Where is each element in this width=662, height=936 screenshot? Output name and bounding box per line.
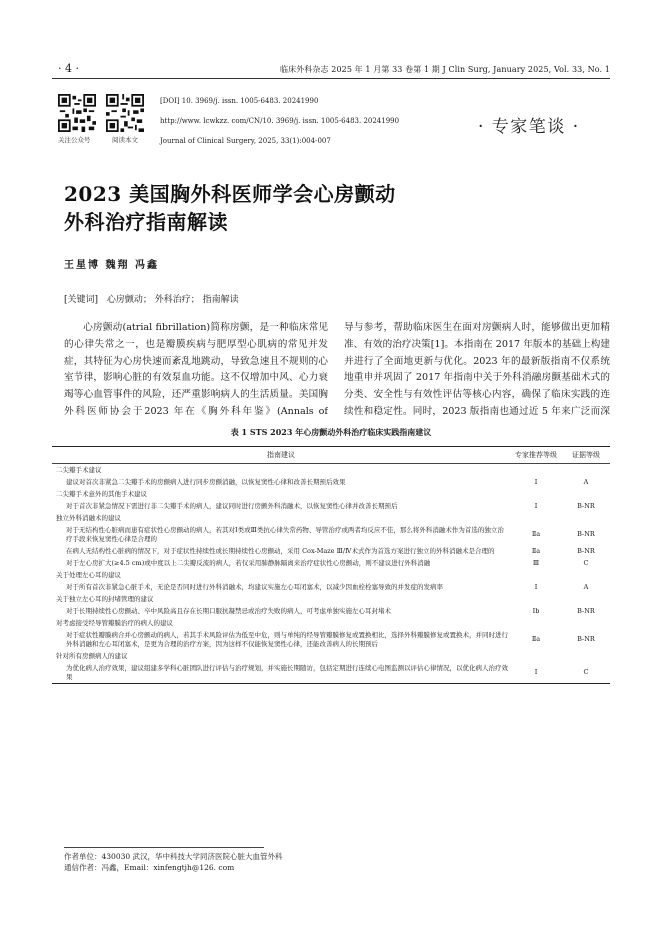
table-section-heading: 二尖瓣手术意外的其他手术建议	[56, 489, 147, 498]
recommendation-text: 对于无结构性心脏病而患有症状性心房颤动的病人，若其对Ⅰ类或Ⅲ类抗心律失常药物、导管治疗或两者均反应不佳，那么将外科消融术作为首选的独立治疗手段来恢复窦性心律是合理的	[66, 525, 504, 543]
footnote-rule	[64, 847, 264, 848]
running-head: 临床外科杂志 2025 年 1 月第 33 卷第 1 期 J Clin Surg, January 2025, Vol. 33, No. 1	[280, 65, 610, 74]
evidence-level: A	[583, 582, 589, 591]
recommendation-text: 对于左心房扩大(≥4.5 cm)或中度以上二尖瓣反流的病人，若仅采用肺静脉隔离来治疗症状性心房颤动，则不建议进行外科消融	[66, 558, 431, 567]
table-header-rec-level: 专家推荐等级	[510, 447, 562, 464]
recommendation-level: Ⅰ	[534, 477, 538, 486]
recommendation-text: 对于首次非紧急情况下需进行非二尖瓣手术的病人，建议同时进行房颤外科消融术，以恢复窦性心律并改善长期预后	[66, 501, 398, 510]
evidence-level: C	[562, 662, 610, 684]
evidence-level: B-NR	[577, 546, 595, 555]
table-header-evidence-level: 证据等级	[562, 447, 610, 464]
table-section-row	[52, 464, 610, 477]
article-url[interactable]: http://www. lcwkzz. com/CN/10. 3969/j. issn. 1005-6483. 20241990	[160, 117, 400, 125]
table-row	[52, 662, 610, 684]
evidence-level: B-NR	[577, 635, 595, 643]
citation: Journal of Clinical Surgery, 2025, 33(1):004-007	[160, 137, 331, 145]
table-row	[52, 581, 610, 593]
recommendation-level: Ⅰb	[532, 606, 540, 615]
article-qr-caption: 阅读本文	[112, 136, 138, 144]
article-qr-code	[106, 94, 144, 132]
evidence-level: A	[583, 477, 589, 486]
recommendation-level: Ⅰ	[510, 662, 562, 684]
authors: 王星博 魏翔 冯鑫	[64, 260, 159, 271]
table-row	[52, 500, 610, 512]
table-header-recommendation: 指南建议	[52, 447, 510, 464]
table-section-heading: 关于独立左心耳的封堵管理的建议	[56, 594, 154, 603]
table-row	[52, 476, 610, 488]
table-section-row	[52, 593, 610, 605]
table-row	[52, 629, 610, 650]
recommendation-level: Ⅱa	[531, 530, 541, 538]
recommendation-level: Ⅰ	[534, 582, 538, 591]
recommendation-text: 为优化病人治疗效果，建议组建多学科心脏团队进行评估与治疗规划，并实施长期随访，包括定期进行连续心电图监测以评估心律情况，以优化病人治疗效果	[52, 662, 510, 684]
table-section-heading: 二尖瓣手术建议	[56, 465, 102, 474]
recommendation-level: Ⅱa	[531, 635, 541, 643]
wechat-qr-caption: 关注公众号	[58, 136, 91, 144]
table-section-heading: 针对所有房颤病人的建议	[56, 651, 128, 660]
recommendation-text: 对于所有首次非紧急心脏手术，无论是否同时进行外科消融术，均建议实施左心耳闭塞术，以减少因血栓栓塞导致的并发症的发病率	[66, 582, 443, 591]
table-section-row	[52, 488, 610, 500]
evidence-level: B-NR	[577, 606, 595, 615]
table-section-row	[52, 569, 610, 581]
recommendation-text: 建议对首次非紧急二尖瓣手术的房颤病人进行同步房颤消融，以恢复窦性心律和改善长期预后效果	[66, 477, 346, 486]
table-section-heading: 独立外科消融术的建议	[56, 513, 121, 522]
table-section-row	[52, 617, 610, 629]
corresponding-author: 通信作者：冯鑫，Email：xinfengtjh@126. com	[64, 863, 235, 872]
footnote	[64, 851, 283, 873]
header-rule	[52, 78, 610, 79]
table-row	[52, 524, 610, 545]
keywords-text: 心房颤动； 外科治疗； 指南解读	[106, 295, 239, 305]
wechat-qr-code	[58, 94, 96, 132]
author-affiliation: 作者单位：430030 武汉，华中科技大学同济医院心脏大血管外科	[64, 852, 283, 861]
evidence-level: C	[583, 558, 589, 567]
table-section-row	[52, 650, 610, 662]
table-row	[52, 557, 610, 569]
column-tag: · 专家笔谈 ·	[478, 117, 580, 137]
article-title-line-2: 外科治疗指南解读	[64, 210, 228, 234]
recommendation-text: 对于症状性瓣膜病合并心房颤动的病人，若其手术风险评估为低至中危，则与单纯的经导管瓣膜修复或置换相比，选择外科瓣膜修复或置换术，并同时进行外科消融和左心耳闭塞术，是更为合理的治疗方案，因为这样不仅能恢复窦性心律，还能改善病人的长期预后	[66, 630, 508, 648]
table-section-heading: 对考虑接受经导管瓣膜治疗的病人的建议	[56, 618, 173, 627]
evidence-level: B-NR	[577, 530, 595, 538]
page-number: · 4 ·	[58, 62, 79, 75]
table-section-heading: 关于处理左心耳的建议	[56, 570, 121, 579]
table-caption: 表 1 STS 2023 年心房颤动外科治疗临床实践指南建议	[230, 427, 432, 437]
keywords-label: [关键词]	[64, 295, 99, 305]
evidence-level: B-NR	[577, 501, 595, 510]
recommendation-level: Ⅲ	[532, 558, 540, 567]
body-right-column: 导与参考，帮助临床医生在面对房颤病人时，能够做出更加精准、有效的治疗决策[1]。本指南在 2017 年版本的基础上构建并进行了全面地更新与优化。2023 年的最新版指南不仅系统地重申并巩固了 2017 年指南中关于外科消融房颤基础术式的分类、安全性与有效性评估等核心内容，确保了临床实践的连续性和稳定性。同时，2023 版指南也通过近 5 年来广泛而深	[344, 322, 610, 417]
recommendation-text: 在病人无结构性心脏病的情况下，对于症状性持续性或长期持续性心房颤动，采用 Cox-Maze Ⅲ/Ⅳ术式作为首选方案进行独立的外科消融术是合理的	[66, 546, 495, 555]
recommendation-level: Ⅰ	[534, 501, 538, 510]
recommendation-level: Ⅱa	[531, 546, 541, 555]
table-row	[52, 605, 610, 617]
article-title-line-1: 2023 美国胸外科医师学会心房颤动	[64, 182, 396, 206]
recommendation-text: 对于长期持续性心房颤动、卒中风险高且存在长期口服抗凝禁忌或治疗失败的病人，可考虑单独实施左心耳封堵术	[66, 606, 391, 615]
table-row	[52, 545, 610, 557]
keywords	[64, 292, 239, 305]
table-section-row	[52, 512, 610, 524]
doi: [DOI] 10. 3969/j. issn. 1005-6483. 20241990	[160, 97, 319, 105]
guideline-table	[52, 446, 610, 684]
body-left-column: 心房颤动(atrial fibrillation)简称房颤，是一种临床常见的心律失常之一，也是瓣膜疾病与肥厚型心肌病的常见并发症，其特征为心房快速而紊乱地跳动，导致急速且不规则的心室节律，影响心脏的有效泵血功能。这不仅增加中风、心力衰竭等心血管事件的风险，还严重影响病人的生活质量。美国胸外科医师协会于2023 年在《胸外科年鉴》(Annals of	[64, 322, 328, 417]
